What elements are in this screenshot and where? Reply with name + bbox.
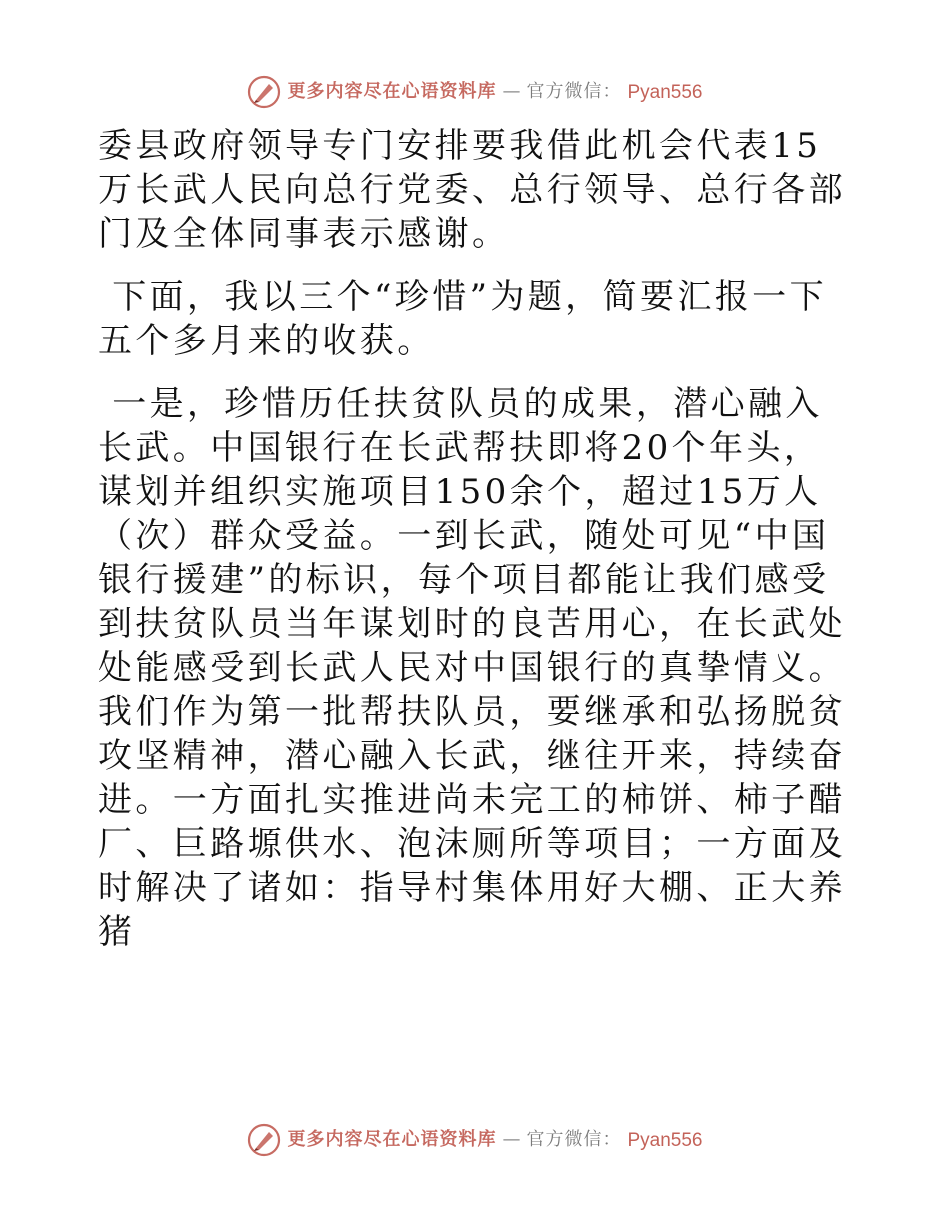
official-wechat-label: 官方微信： xyxy=(526,1129,622,1150)
paragraph-1: 委县政府领导专门安排要我借此机会代表15万长武人民向总行党委、总行领导、总行各部门及全体同事表示感谢。 xyxy=(98,126,846,254)
paragraph-2: 下面，我以三个“珍惜”为题，简要汇报一下五个多月来的收获。 xyxy=(98,277,827,361)
document-body xyxy=(98,124,858,954)
separator-dash: — xyxy=(502,1129,521,1150)
header-watermark xyxy=(0,72,950,112)
wechat-id: Pyan556 xyxy=(627,81,703,103)
site-name: 更多内容尽在心语资料库 xyxy=(287,1129,497,1150)
official-wechat-label: 官方微信： xyxy=(526,81,622,102)
wechat-id: Pyan556 xyxy=(627,1129,703,1151)
separator-dash: — xyxy=(502,81,521,102)
site-name: 更多内容尽在心语资料库 xyxy=(287,81,497,102)
pen-nib-logo-icon xyxy=(247,75,281,109)
pen-nib-logo-icon xyxy=(247,1123,281,1157)
footer-watermark xyxy=(0,1120,950,1160)
paragraph-3: 一是，珍惜历任扶贫队员的成果，潜心融入长武。中国银行在长武帮扶即将20个年头，谋划并组织实施项目150余个，超过15万人（次）群众受益。一到长武，随处可见“中国银行援建”的标识，每个项目都能让我们感受到扶贫队员当年谋划时的良苦用心，在长武处处能感受到长武人民对中国银行的真挚情义。我们作为第一批帮扶队员，要继承和弘扬脱贫攻坚精神，潜心融入长武，继往开来，持续奋进。一方面扎实推进尚未完工的柿饼、柿子醋厂、巨路塬供水、泡沫厕所等项目；一方面及时解决了诸如：指导村集体用好大棚、正大养猪 xyxy=(98,384,846,952)
